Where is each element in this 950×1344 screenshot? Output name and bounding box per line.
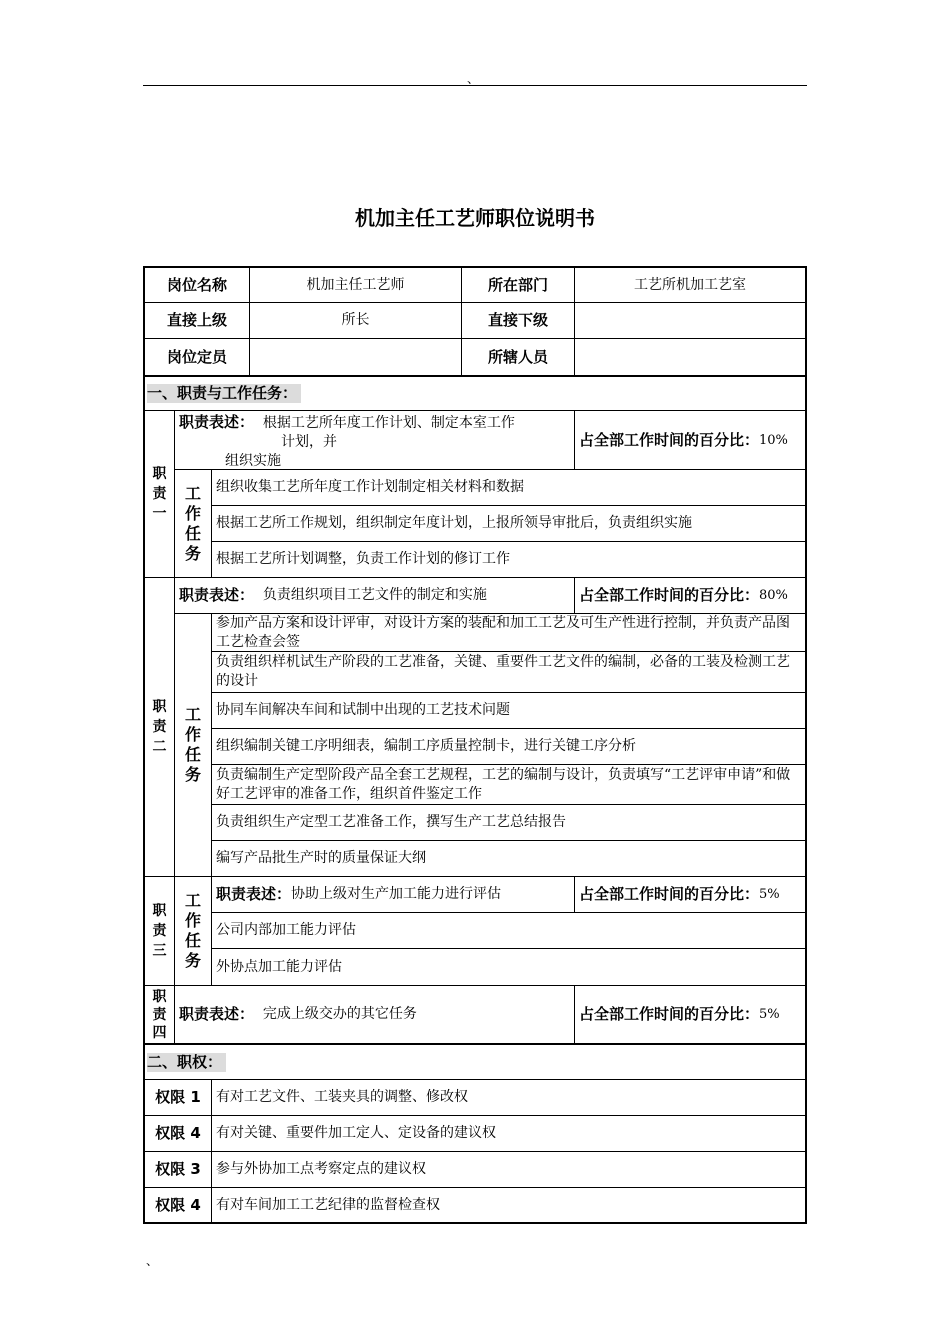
duty4-percentage: 占全部工作时间的百分比： 5% bbox=[574, 985, 807, 1044]
duty1-label: 职责一 bbox=[143, 410, 175, 578]
duty2-task-3: 协同车间解决车间和试制中出现的工艺技术问题 bbox=[211, 692, 807, 729]
department-value: 工艺所机加工艺室 bbox=[574, 266, 807, 303]
duty2-task-6: 负责组织生产定型工艺准备工作，撰写生产工艺总结报告 bbox=[211, 804, 807, 841]
duty1-description: 职责表述： 根据工艺所年度工作计划、制定本室工作 计划，并 组织实施 bbox=[174, 410, 575, 470]
authority-3-text: 参与外协加工点考察定点的建议权 bbox=[211, 1151, 807, 1188]
duty2-task-2: 负责组织样机试生产阶段的工艺准备，关键、重要件工艺文件的编制，必备的工装及检测工艺的设计 bbox=[211, 651, 807, 693]
header-rule bbox=[143, 85, 807, 86]
authority-2-text: 有对关键、重要件加工定人、定设备的建议权 bbox=[211, 1115, 807, 1152]
headcount-value bbox=[249, 338, 462, 376]
duty2-percentage: 占全部工作时间的百分比： 80% bbox=[574, 577, 807, 614]
duty2-task-1: 参加产品方案和设计评审，对设计方案的装配和加工工艺及可生产性进行控制，并负责产品图工艺检查会签 bbox=[211, 613, 807, 652]
headcount-label: 岗位定员 bbox=[143, 338, 250, 376]
managed-label: 所辖人员 bbox=[461, 338, 575, 376]
authority-2-label: 权限 4 bbox=[143, 1115, 212, 1152]
authority-4-label: 权限 4 bbox=[143, 1187, 212, 1224]
position-name-value: 机加主任工艺师 bbox=[249, 266, 462, 303]
duty1-percentage: 占全部工作时间的百分比： 10% bbox=[574, 410, 807, 470]
duty1-task-3: 根据工艺所计划调整，负责工作计划的修订工作 bbox=[211, 541, 807, 578]
duty3-percentage: 占全部工作时间的百分比： 5% bbox=[574, 876, 807, 913]
department-label: 所在部门 bbox=[461, 266, 575, 303]
authority-1-label: 权限 1 bbox=[143, 1079, 212, 1116]
authority-4-text: 有对车间加工工艺纪律的监督检查权 bbox=[211, 1187, 807, 1224]
duty3-label: 职责三 bbox=[143, 876, 175, 986]
duty4-label: 职责四 bbox=[143, 985, 175, 1044]
duty3-task-2: 外协点加工能力评估 bbox=[211, 948, 807, 986]
section-authority-heading: 二、职权： bbox=[143, 1043, 807, 1080]
subordinate-label: 直接下级 bbox=[461, 302, 575, 339]
header-mark: 、 bbox=[467, 72, 480, 86]
duty4-description: 职责表述： 完成上级交办的其它任务 bbox=[174, 985, 575, 1044]
duty2-task-7: 编写产品批生产时的质量保证大纲 bbox=[211, 840, 807, 877]
duty3-task-label: 工作任务 bbox=[174, 876, 212, 986]
authority-1-text: 有对工艺文件、工装夹具的调整、修改权 bbox=[211, 1079, 807, 1116]
footer-mark: 、 bbox=[146, 1254, 159, 1268]
duty2-description: 职责表述： 负责组织项目工艺文件的制定和实施 bbox=[174, 577, 575, 614]
duty1-task-2: 根据工艺所工作规划，组织制定年度计划，上报所领导审批后，负责组织实施 bbox=[211, 505, 807, 542]
position-name-label: 岗位名称 bbox=[143, 266, 250, 303]
subordinate-value bbox=[574, 302, 807, 339]
duty3-task-1: 公司内部加工能力评估 bbox=[211, 912, 807, 949]
page-title: 机加主任工艺师职位说明书 bbox=[355, 206, 595, 230]
authority-3-label: 权限 3 bbox=[143, 1151, 212, 1188]
duty2-label: 职责二 bbox=[143, 577, 175, 877]
duty2-task-4: 组织编制关键工序明细表，编制工序质量控制卡，进行关键工序分析 bbox=[211, 728, 807, 765]
duty2-task-label: 工作任务 bbox=[174, 613, 212, 877]
managed-value bbox=[574, 338, 807, 376]
duty1-task-label: 工作任务 bbox=[174, 469, 212, 578]
superior-label: 直接上级 bbox=[143, 302, 250, 339]
superior-value: 所长 bbox=[249, 302, 462, 339]
section-duties-heading: 一、职责与工作任务： bbox=[143, 375, 807, 411]
duty1-task-1: 组织收集工艺所年度工作计划制定相关材料和数据 bbox=[211, 469, 807, 506]
duty3-description: 职责表述： 协助上级对生产加工能力进行评估 bbox=[211, 876, 575, 913]
duty2-task-5: 负责编制生产定型阶段产品全套工艺规程，工艺的编制与设计，负责填写“工艺评审申请”和做好工艺评审的准备工作，组织首件鉴定工作 bbox=[211, 764, 807, 805]
